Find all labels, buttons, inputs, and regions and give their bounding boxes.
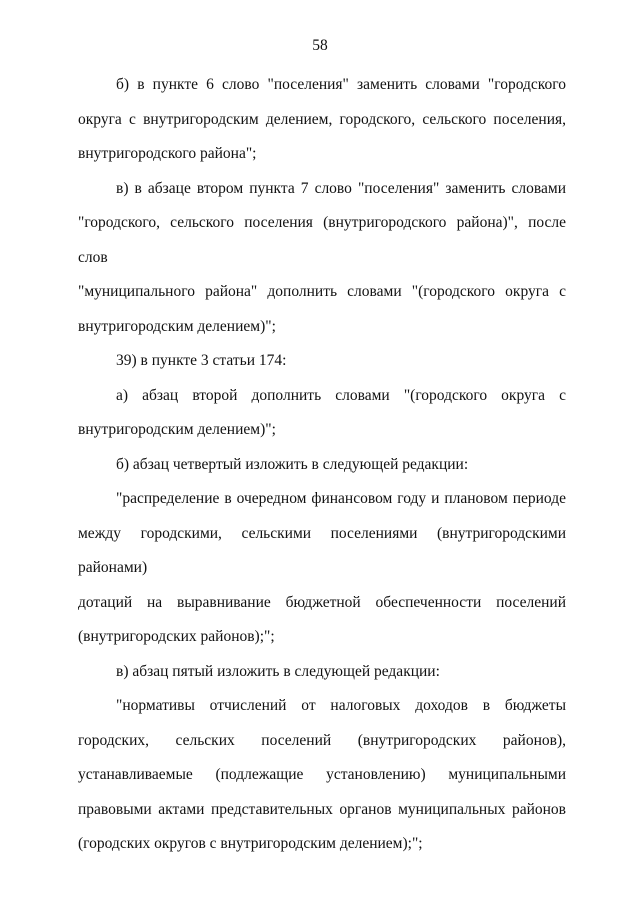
paragraph-quote-normativy bbox=[78, 689, 566, 862]
text-line: в) в абзаце втором пункта 7 слово "поселения" заменить словами bbox=[116, 179, 566, 197]
text-line: б) в пункте 6 слово "поселения" заменить словами "городского bbox=[116, 76, 566, 93]
text-line: внутригородским делением)"; bbox=[78, 421, 276, 438]
paragraph-a-abzac-vtoroy bbox=[78, 379, 566, 448]
text-line: 39) в пункте 3 статьи 174: bbox=[116, 352, 287, 369]
text-line: правовыми актами представительных органов муниципальных районов bbox=[78, 800, 566, 818]
page-number: 58 bbox=[312, 37, 328, 54]
text-line: устанавливаемые (подлежащие установлению) муниципальными bbox=[78, 766, 566, 783]
text-line: между городскими, сельскими поселениями (внутригородскими районами) bbox=[78, 524, 566, 576]
document-body bbox=[78, 68, 566, 862]
paragraph-b-punkt-6 bbox=[78, 68, 566, 172]
paragraph-v-abzac-pyatyy bbox=[78, 655, 566, 690]
text-line: (городских округов с внутригородским делением);"; bbox=[78, 835, 423, 852]
text-line: (внутригородских районов);"; bbox=[78, 628, 275, 645]
text-line: "городского, сельского поселения (внутригородского района)", после слов bbox=[78, 214, 566, 266]
text-line: "муниципального района" дополнить словами "(городского округа с bbox=[78, 283, 566, 300]
text-line: б) абзац четвертый изложить в следующей редакции: bbox=[116, 455, 469, 473]
paragraph-v-punkt-7 bbox=[78, 172, 566, 345]
text-line: внутригородского района"; bbox=[78, 145, 257, 162]
text-line: внутригородским делением)"; bbox=[78, 317, 276, 335]
text-line: а) абзац второй дополнить словами "(городского округа с bbox=[116, 386, 566, 404]
paragraph-39-statya-174 bbox=[78, 344, 566, 379]
paragraph-quote-raspredelenie bbox=[78, 482, 566, 655]
text-line: городских, сельских поселений (внутригородских районов), bbox=[78, 731, 566, 749]
text-line: "нормативы отчислений от налоговых доходов в бюджеты bbox=[116, 697, 566, 714]
text-line: в) абзац пятый изложить в следующей редакции: bbox=[116, 662, 440, 680]
text-line: дотаций на выравнивание бюджетной обеспеченности поселений bbox=[78, 593, 566, 611]
paragraph-b-abzac-chetvertyy bbox=[78, 448, 566, 483]
text-line: округа с внутригородским делением, городского, сельского поселения, bbox=[78, 110, 566, 128]
text-line: "распределение в очередном финансовом году и плановом периоде bbox=[116, 490, 566, 507]
